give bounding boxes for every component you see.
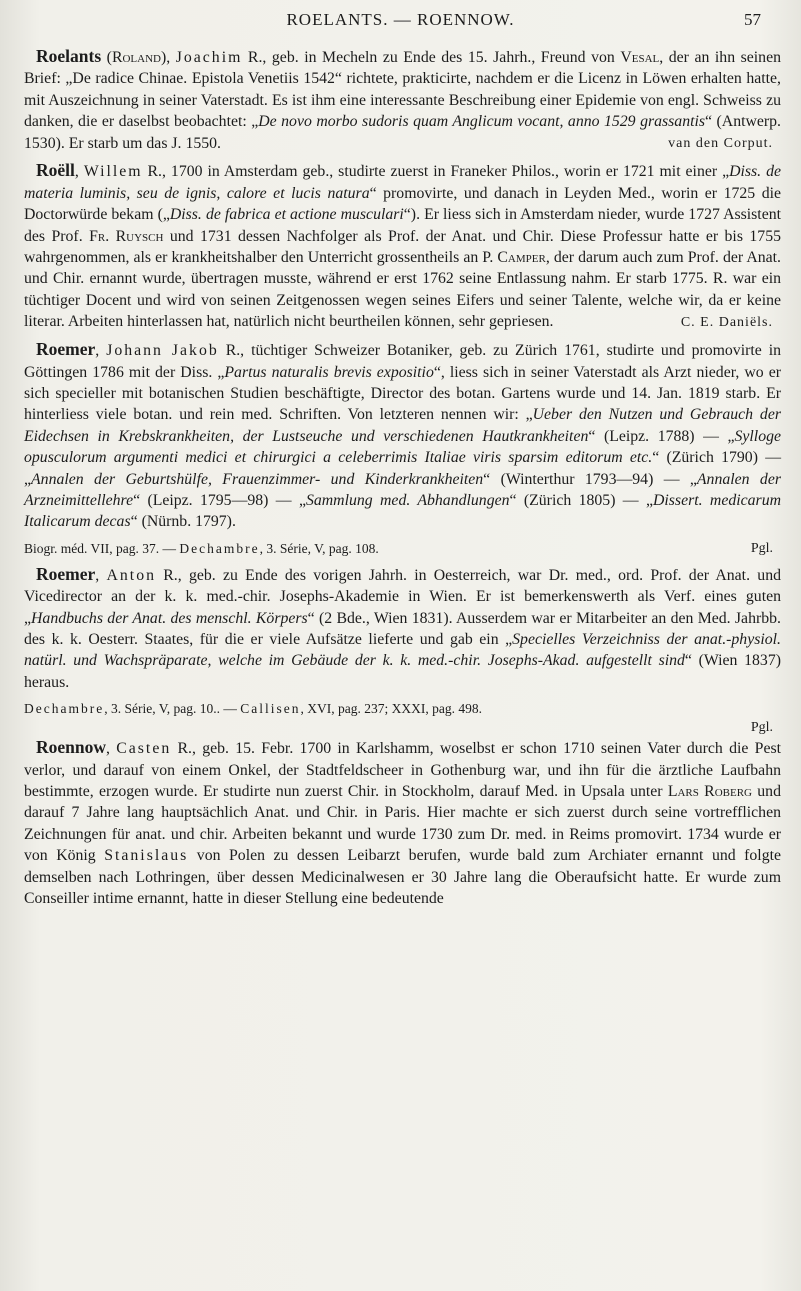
author-signature: Pgl. (750, 540, 773, 556)
entry-roennow: Roennow, Casten R., geb. 15. Febr. 1700 in Karlshamm, woselbst er schon 1710 seinen Vater durch die Pest verlor, und darauf von einem Onkel, der Stadtfeldscheer in Gothenburg war, und ihn für die ärztliche Laufbahn bestimmte, erzogen wurde. Er studirte nun zuerst Chir. in Stockholm, darauf Med. in Upsala unter Lars Roberg und darauf 7 Jahre lang hauptsächlich Anat. und Chir. in Paris. Hier machte er sich zuerst durch seine vortrefflichen Zeichnungen für anat. und chir. Arbeiten bekannt und wurde 1730 zum Dr. med. in Reims promovirt. 1734 wurde er von König Stanislaus von Polen zu dessen Leibarzt berufen, wurde bald zum Archiater ernannt und folgte demselben nach Lothringen, über dessen Medicinalwesen er 30 Jahre lang die Oberaufsicht hatte. Er wurde zum Conseiller intime ernannt, hatte in dieser Stellung eine bedeutende (24, 737, 781, 908)
entry-source: Biogr. méd. VII, pag. 37. — Dechambre, 3. Série, V, pag. 108. Pgl. (24, 539, 781, 558)
entry-source: Dechambre, 3. Série, V, pag. 10.. — Callisen, XVI, pag. 237; XXXI, pag. 498. Pgl. (24, 699, 781, 718)
entry-roemer-johann: Roemer, Johann Jakob R., tüchtiger Schweizer Botaniker, geb. zu Zürich 1761, studirte und promovirte in Göttingen 1786 mit der Diss. „Partus naturalis brevis expositio“, liess sich in seiner Vaterstadt als Arzt nieder, wo er sich specieller mit botanischen Studien beschäftigte, Director des botan. Gartens wurde und 14. Jan. 1819 starb. Er hinterliess viele botan. und rein med. Schriften. Von letzteren nennen wir: „Ueber den Nutzen und Gebrauch der Eidechsen in Krebskrankheiten, der Lustseuche und verschiedenen Hautkrankheiten“ (Leipz. 1788) — „Sylloge opusculorum argumenti medici et chirurgici a celeberrimis Italiae viris sparsim editorum etc.“ (Zürich 1790) — „Annalen der Geburtshülfe, Frauenzimmer- und Kinderkrankheiten“ (Winterthur 1793—94) — „Annalen der Arzneimittellehre“ (Leipz. 1795—98) — „Sammlung med. Abhandlungen“ (Zürich 1805) — „Dissert. medicarum Italicarum decas“ (Nürnb. 1797). (24, 339, 782, 531)
author-signature: C. E. Daniëls. (680, 314, 773, 330)
running-title: ROELANTS. — ROENNOW. (286, 10, 515, 29)
page-number: 57 (744, 10, 761, 29)
entry-roell: Roëll, Willem R., 1700 in Amsterdam geb., studirte zuerst in Franeker Philos., worin er 1721 mit einer „Diss. de materia luminis, seu de ignis, calore et lucis natura“ promovirte, und danach in Leyden Med., worin er 1725 die Doctorwürde bekam („Diss. de fabrica et actione musculari“). Er liess sich in Amsterdam nieder, wurde 1727 Assistent des Prof. Fr. Ruysch und 1731 dessen Nachfolger als Prof. der Anat. und Chir. Diese Professur hatte er bis 1755 wahrgenommen, als er krankheitshalber den Unterricht grossentheils an P. Camper, der darum auch zum Prof. der Anat. und Chir. ernannt wurde, übertragen musste, während er erst 1762 seine Entlassung nahm. Er starb 1775. R. war ein tüchtiger Docent und wird von seinen Zeitgenossen wegen seines Eifers und seiner Talente, welche wir, da er keine literar. Arbeiten hinterlassen hat, natürlich nicht beurtheilen können, sehr gepriesen. C. E. Daniëls. (24, 160, 781, 333)
given-name: Anton (106, 566, 156, 584)
entry-roelants: Roelants (Roland), Joachim R., geb. in Mecheln zu Ende des 15. Jahrh., Freund von Vesal, der an ihn seinen Brief: „De radice Chinae. Epistola Venetiis 1542“ richtete, prakticirte, nachdem er die Licenz in Löwen erhalten hatte, mit Auszeichnung in seiner Vaterstadt. Es ist ihm eine interessante Beschreibung einer Epidemie von engl. Schweiss zu danken, die er daselbst beobachtet: „De novo morbo sudoris quam Anglicum vocant, anno 1529 grassantis“ (Antwerp. 1530). Er starb um das J. 1550. van den Corput. (24, 46, 781, 154)
page-body (24, 46, 781, 915)
given-name: Johann Jakob (106, 342, 219, 360)
given-name: Casten (116, 740, 172, 758)
author-signature: Pgl. (750, 720, 773, 736)
given-name: Joachim (175, 49, 243, 66)
entry-name: Roemer (36, 563, 96, 584)
given-name: Willem (83, 163, 143, 181)
entry-name: Roennow (36, 737, 107, 758)
entry-name: Roemer (36, 339, 96, 360)
page-header (0, 10, 801, 40)
entry-name: Roëll (36, 160, 75, 181)
author-signature: van den Corput. (668, 136, 773, 152)
entry-name: Roelants (36, 46, 102, 66)
entry-roemer-anton: Roemer, Anton R., geb. zu Ende des vorigen Jahrh. in Oesterreich, war Dr. med., ord. Prof. der Anat. und Vicedirector an der k. k. med.-chir. Josephs-Akademie in Wien. Er ist bemerkenswerth als Verf. eines guten „Handbuchs der Anat. des menschl. Körpers“ (2 Bde., Wien 1831). Ausserdem war er Mitarbeiter an den Med. Jahrbb. des k. k. Oesterr. Staates, für die er viele Aufsätze lieferte und gab ein „Specielles Verzeichniss der anat.-physiol. natürl. und Wachspräparate, welche im Gebäude der k. k. med.-chir. Josephs-Akad. aufgestellt sind“ (Wien 1837) heraus. (24, 563, 781, 691)
